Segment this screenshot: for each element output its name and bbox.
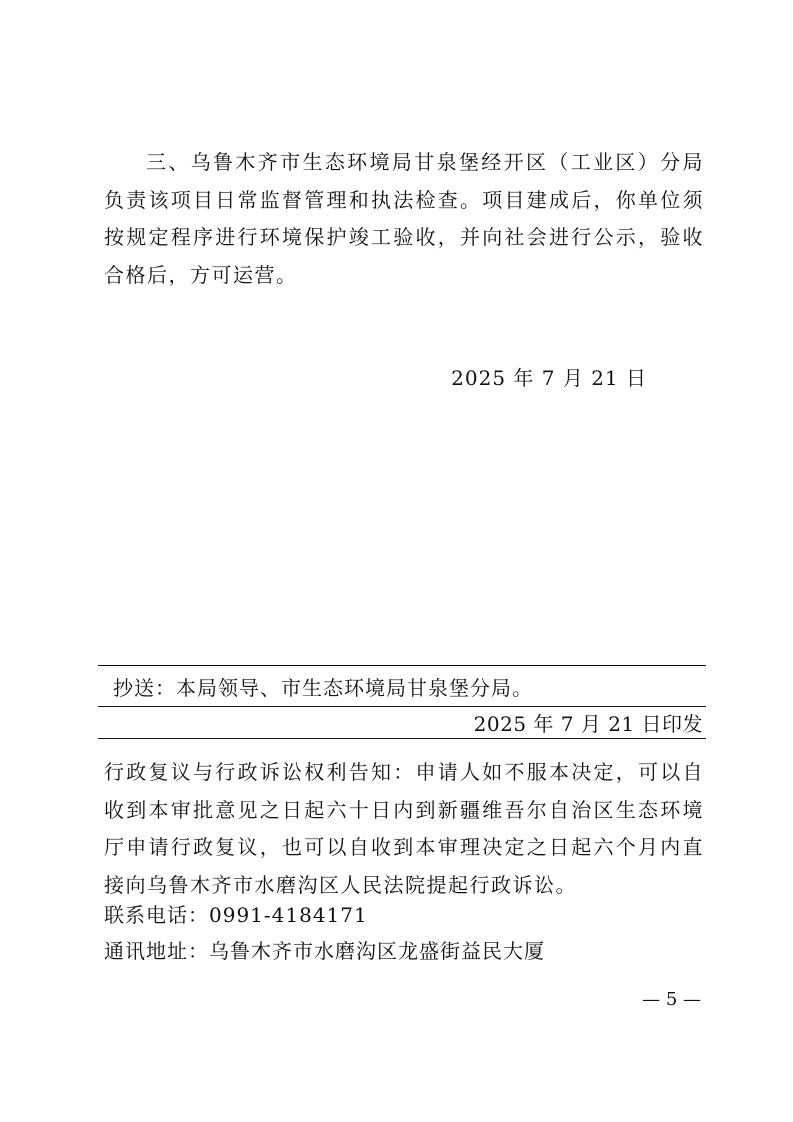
- divider-middle: [98, 706, 706, 707]
- divider-top: [98, 665, 706, 666]
- print-date: 2025 年 7 月 21 日印发: [473, 712, 703, 736]
- cc-recipients: 抄送：本局领导、市生态环境局甘泉堡分局。: [113, 676, 533, 700]
- item-3-paragraph: 三、乌鲁木齐市生态环境局甘泉堡经开区（工业区）分局负责该项目日常监督管理和执法检查。项目建成后，你单位须按规定程序进行环境保护竣工验收，并向社会进行公示，验收合格后，方可运营。: [104, 150, 704, 287]
- page-number: — 5 —: [642, 989, 701, 1010]
- contact-phone: 联系电话：0991-4184171: [104, 903, 368, 927]
- appeal-rights-notice: 行政复议与行政诉讼权利告知：申请人如不服本决定，可以自收到本审批意见之日起六十日内到新疆维吾尔自治区生态环境厅申请行政复议，也可以自收到本审理决定之日起六个月内直接向乌鲁木齐市水磨沟区人民法院提起行政诉讼。: [104, 760, 704, 897]
- contact-address: 通讯地址：乌鲁木齐市水磨沟区龙盛街益民大厦: [104, 939, 545, 963]
- issue-date: 2025 年 7 月 21 日: [451, 366, 647, 390]
- divider-bottom: [98, 738, 706, 739]
